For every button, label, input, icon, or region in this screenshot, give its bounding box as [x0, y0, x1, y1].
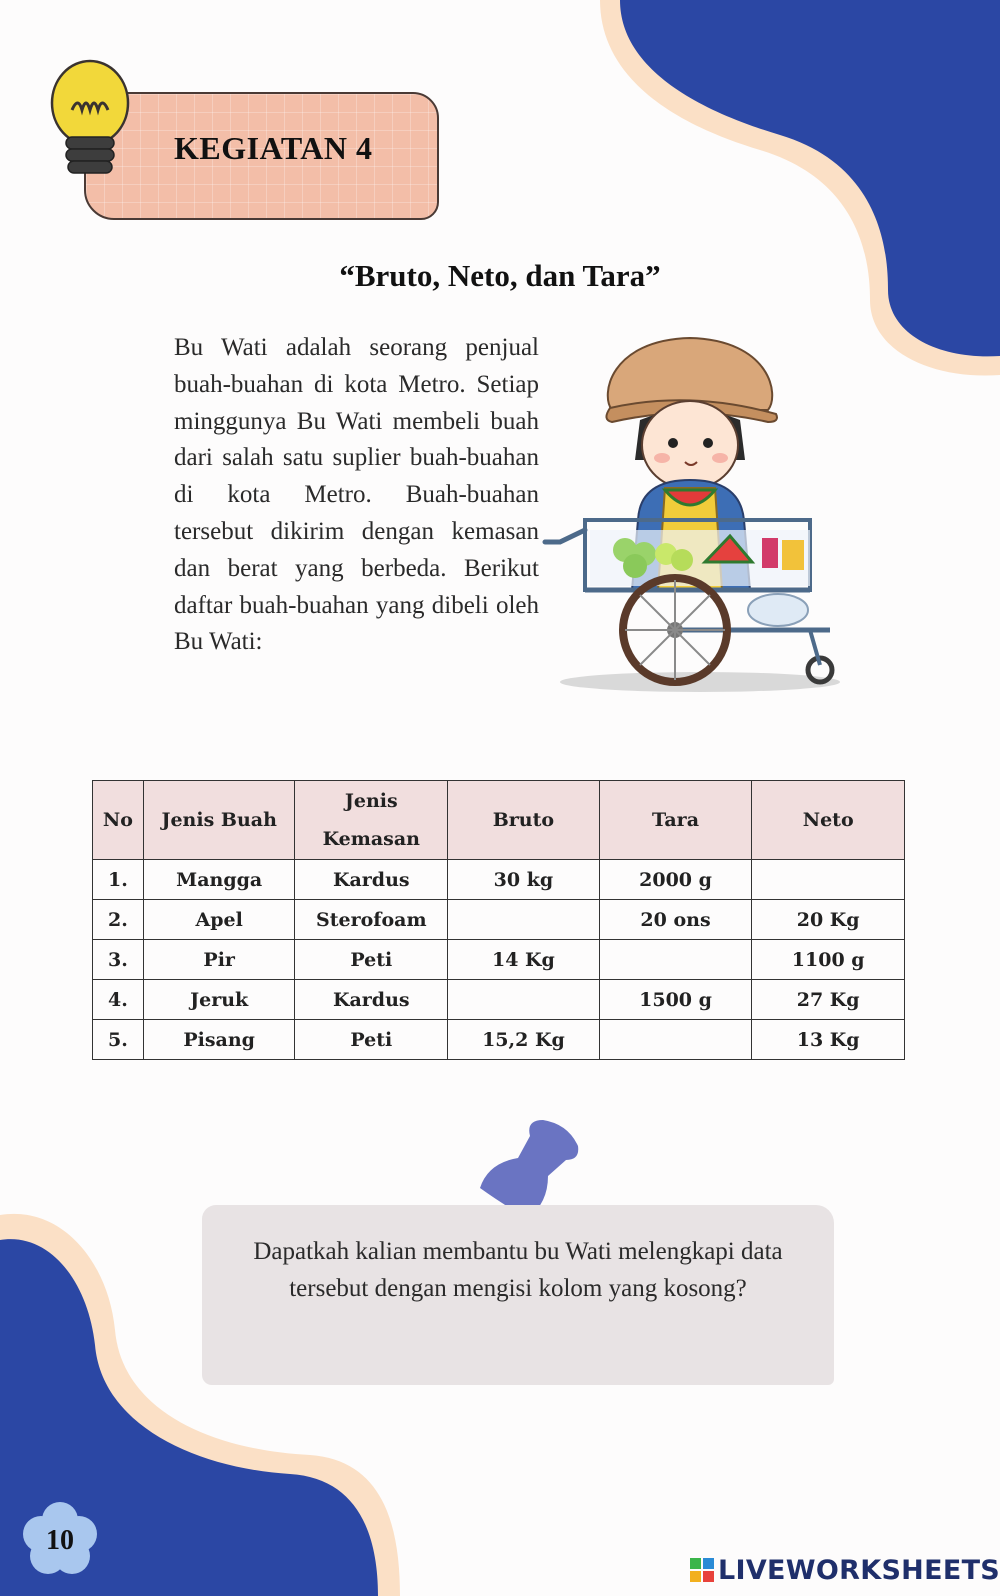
cell-bruto: 30 kg — [448, 860, 600, 900]
table-row — [93, 980, 905, 1020]
cell-buah: Jeruk — [143, 980, 295, 1020]
cell-buah: Apel — [143, 900, 295, 940]
cell-tara: 1500 g — [599, 980, 752, 1020]
cell-kemasan: Peti — [295, 1020, 448, 1060]
header-neto: Neto — [752, 781, 905, 860]
intro-paragraph: Bu Wati adalah seorang penjual buah-buahan di kota Metro. Setiap minggunya Bu Wati membeli buah dari salah satu suplier buah-buahan di kota Metro. Buah-buahan tersebut dikirim dengan kemasan dan berat yang berbeda. Berikut daftar buah-buahan yang dibeli oleh Bu Wati: — [174, 334, 539, 656]
header-jenis-kemasan — [295, 781, 448, 860]
cell-neto: 13 Kg — [752, 1020, 905, 1060]
cell-tara: 20 ons — [599, 900, 752, 940]
cell-bruto: 15,2 Kg — [448, 1020, 600, 1060]
liveworksheets-brand — [690, 1552, 1000, 1588]
table-row — [93, 860, 905, 900]
fruit-weight-table — [92, 780, 905, 1060]
liveworksheets-logo-icon — [690, 1558, 714, 1582]
cell-tara-empty[interactable] — [599, 940, 752, 980]
cell-no: 2. — [93, 900, 144, 940]
header-jenis-kemasan-line1: Jenis — [344, 790, 398, 812]
table-row — [93, 940, 905, 980]
cell-kemasan: Peti — [295, 940, 448, 980]
table-row — [93, 900, 905, 940]
cell-bruto-empty[interactable] — [448, 980, 600, 1020]
cell-bruto-empty[interactable] — [448, 900, 600, 940]
cell-buah: Pir — [143, 940, 295, 980]
header-jenis-buah: Jenis Buah — [143, 781, 295, 860]
table-header-row — [93, 781, 905, 860]
page-title: “Bruto, Neto, dan Tara” — [339, 258, 661, 293]
cell-no: 4. — [93, 980, 144, 1020]
cell-kemasan: Kardus — [295, 980, 448, 1020]
lightbulb-icon — [50, 55, 130, 185]
fruit-seller-illustration — [540, 330, 840, 700]
header-no: No — [93, 781, 144, 860]
cell-no: 1. — [93, 860, 144, 900]
cell-kemasan: Kardus — [295, 860, 448, 900]
cell-tara: 2000 g — [599, 860, 752, 900]
cell-tara-empty[interactable] — [599, 1020, 752, 1060]
question-text: Dapatkah kalian membantu bu Wati melengkapi data tersebut dengan mengisi kolom yang kosong? — [253, 1238, 783, 1302]
cell-no: 5. — [93, 1020, 144, 1060]
top-right-blob — [620, 0, 1000, 356]
activity-label: KEGIATAN 4 — [174, 130, 373, 166]
cell-neto: 20 Kg — [752, 900, 905, 940]
cell-kemasan: Sterofoam — [295, 900, 448, 940]
header-jenis-kemasan-line2: Kemasan — [322, 828, 420, 850]
cell-buah: Pisang — [143, 1020, 295, 1060]
cell-buah: Mangga — [143, 860, 295, 900]
header-tara: Tara — [599, 781, 752, 860]
cell-no: 3. — [93, 940, 144, 980]
cell-neto-empty[interactable] — [752, 860, 905, 900]
header-bruto: Bruto — [448, 781, 600, 860]
table-row — [93, 1020, 905, 1060]
cell-bruto: 14 Kg — [448, 940, 600, 980]
cell-neto: 1100 g — [752, 940, 905, 980]
brand-name: LIVEWORKSHEETS — [718, 1554, 1000, 1586]
cell-neto: 27 Kg — [752, 980, 905, 1020]
page-number: 10 — [46, 1525, 74, 1556]
